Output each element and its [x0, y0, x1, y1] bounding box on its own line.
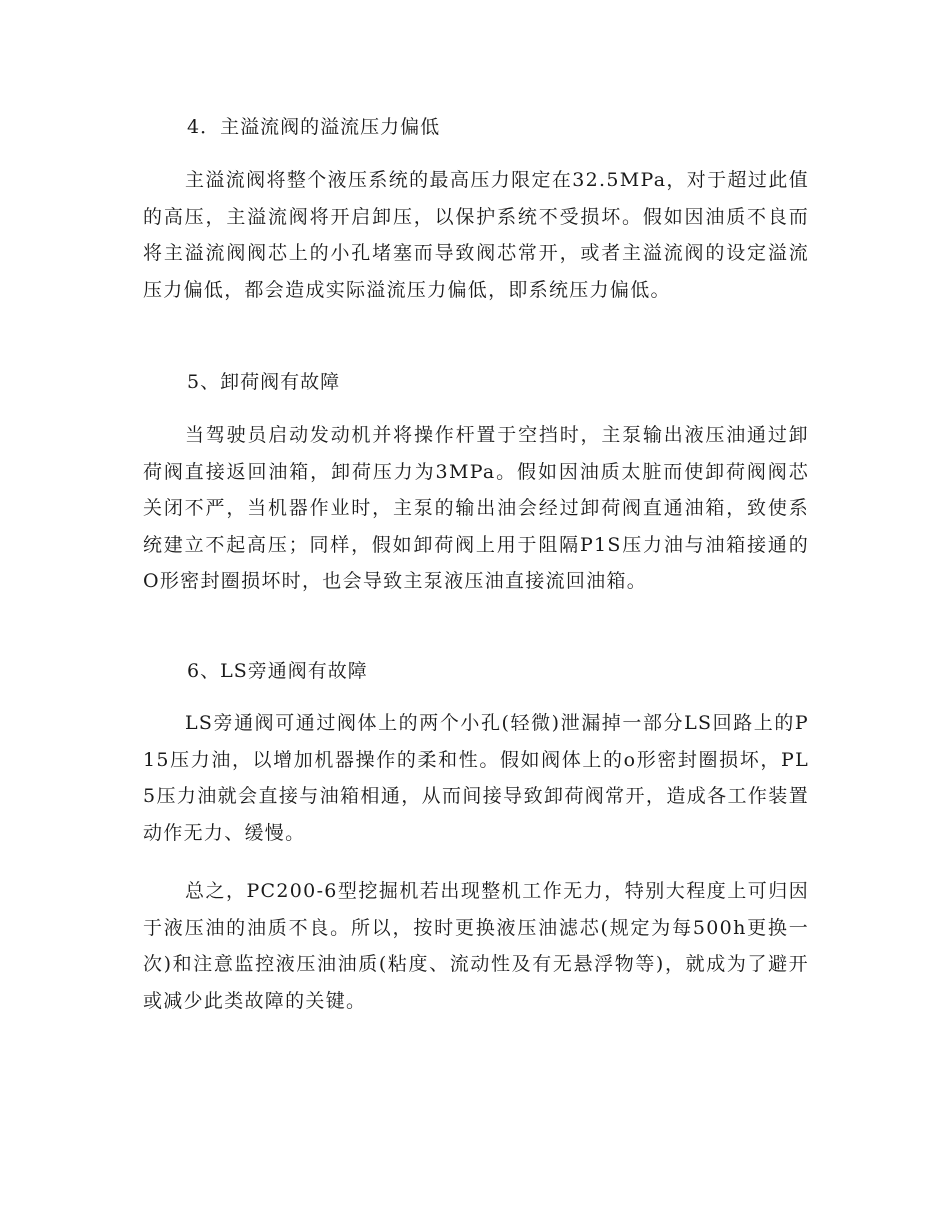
- section-5-heading: 5、卸荷阀有故障: [187, 371, 341, 393]
- section-6-paragraph: LS旁通阀可通过阀体上的两个小孔(轻微)泄漏掉一部分LS回路上的P15压力油，以增加机器操作的柔和性。假如阀体上的o形密封圈损坏，PL5压力油就会直接与油箱相通，从而间接导致卸荷阀常开，造成各工作装置动作无力、缓慢。: [143, 712, 809, 844]
- section-6-heading: 6、LS旁通阀有故障: [187, 660, 368, 682]
- section-4-heading: 4．主溢流阀的溢流压力偏低: [187, 116, 441, 138]
- section-5-paragraph: 当驾驶员启动发动机并将操作杆置于空挡时，主泵输出液压油通过卸荷阀直接返回油箱，卸荷压力为3MPa。假如因油质太脏而使卸荷阀阀芯关闭不严，当机器作业时，主泵的输出油会经过卸荷阀直通油箱，致使系统建立不起高压；同样，假如卸荷阀上用于阻隔P1S压力油与油箱接通的O形密封圈损坏时，也会导致主泵液压油直接流回油箱。: [143, 424, 809, 592]
- section-4-paragraph: 主溢流阀将整个液压系统的最高压力限定在32.5MPa，对于超过此值的高压，主溢流阀将开启卸压，以保护系统不受损坏。假如因油质不良而将主溢流阀阀芯上的小孔堵塞而导致阀芯常开，或者主溢流阀的设定溢流压力偏低，都会造成实际溢流压力偏低，即系统压力偏低。: [143, 169, 809, 301]
- conclusion-paragraph: 总之，PC200-6型挖掘机若出现整机工作无力，特别大程度上可归因于液压油的油质不良。所以，按时更换液压油滤芯(规定为每500h更换一次)和注意监控液压油油质(粘度、流动性及有无悬浮物等)，就成为了避开或减少此类故障的关键。: [143, 880, 809, 1012]
